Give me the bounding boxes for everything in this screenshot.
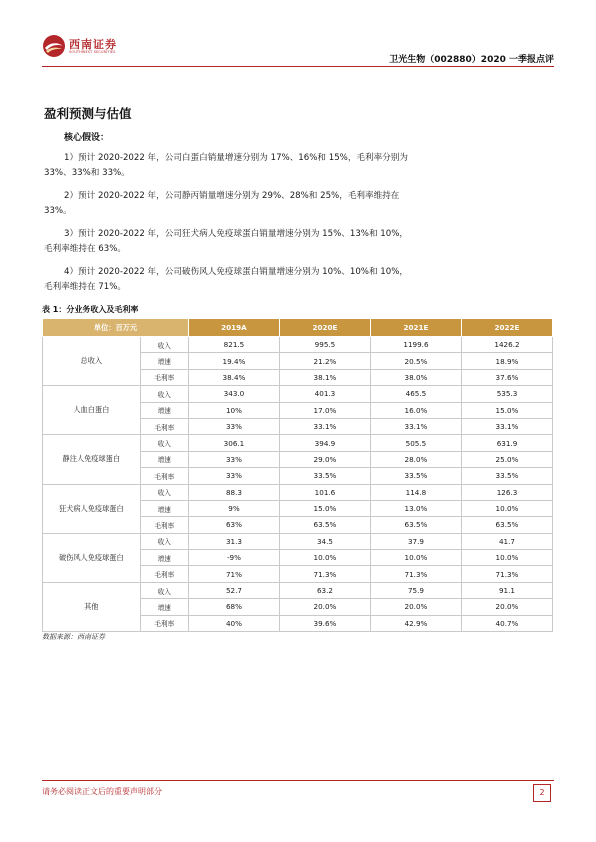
value-cell: 101.6 bbox=[279, 484, 370, 500]
segment-name: 总收入 bbox=[43, 337, 141, 386]
metric-label: 收入 bbox=[140, 484, 188, 500]
logo-mark-icon bbox=[42, 34, 66, 58]
value-cell: 75.9 bbox=[370, 582, 461, 598]
value-cell: 39.6% bbox=[279, 615, 370, 631]
value-cell: 20.5% bbox=[370, 353, 461, 369]
value-cell: 40% bbox=[188, 615, 279, 631]
table-header-row bbox=[43, 319, 553, 337]
value-cell: 20.0% bbox=[370, 599, 461, 615]
metric-label: 增速 bbox=[140, 550, 188, 566]
metric-label: 毛利率 bbox=[140, 517, 188, 533]
segment-name: 破伤风人免疫球蛋白 bbox=[43, 533, 141, 582]
metric-label: 增速 bbox=[140, 353, 188, 369]
value-cell: 9% bbox=[188, 500, 279, 516]
report-title: 卫光生物（002880）2020 一季报点评 bbox=[389, 55, 554, 65]
assumption-line: 1）预计 2020-2022 年，公司白蛋白销量增速分别为 17%、16%和 15%，毛利率分别为 bbox=[64, 153, 408, 163]
value-cell: 465.5 bbox=[370, 386, 461, 402]
assumption-line: 33%。 bbox=[44, 206, 72, 216]
value-cell: 31.3 bbox=[188, 533, 279, 549]
table-title: 表 1：分业务收入及毛利率 bbox=[42, 305, 139, 314]
value-cell: 63.5% bbox=[279, 517, 370, 533]
value-cell: 10.0% bbox=[370, 550, 461, 566]
footer-divider bbox=[42, 780, 554, 781]
table-row bbox=[43, 484, 553, 500]
metric-label: 收入 bbox=[140, 337, 188, 353]
value-cell: 343.0 bbox=[188, 386, 279, 402]
value-cell: 15.0% bbox=[279, 500, 370, 516]
metric-label: 收入 bbox=[140, 435, 188, 451]
value-cell: 18.9% bbox=[461, 353, 552, 369]
value-cell: 33.5% bbox=[370, 468, 461, 484]
value-cell: 10.0% bbox=[279, 550, 370, 566]
segment-name: 人血白蛋白 bbox=[43, 386, 141, 435]
value-cell: 631.9 bbox=[461, 435, 552, 451]
assumption-line: 毛利率维持在 63%。 bbox=[44, 244, 126, 254]
value-cell: 19.4% bbox=[188, 353, 279, 369]
value-cell: 20.0% bbox=[279, 599, 370, 615]
value-cell: 1426.2 bbox=[461, 337, 552, 353]
assumption-paragraph bbox=[44, 189, 554, 219]
metric-label: 收入 bbox=[140, 386, 188, 402]
metric-label: 毛利率 bbox=[140, 369, 188, 385]
footer-disclaimer: 请务必阅读正文后的重要声明部分 bbox=[42, 787, 162, 796]
value-cell: 38.4% bbox=[188, 369, 279, 385]
section-title: 盈利预测与估值 bbox=[44, 106, 132, 121]
assumption-line: 毛利率维持在 71%。 bbox=[44, 282, 126, 292]
value-cell: 33% bbox=[188, 418, 279, 434]
value-cell: 42.9% bbox=[370, 615, 461, 631]
value-cell: 63.5% bbox=[370, 517, 461, 533]
value-cell: 995.5 bbox=[279, 337, 370, 353]
value-cell: 114.8 bbox=[370, 484, 461, 500]
value-cell: 821.5 bbox=[188, 337, 279, 353]
metric-label: 增速 bbox=[140, 599, 188, 615]
value-cell: 33.1% bbox=[370, 418, 461, 434]
value-cell: 91.1 bbox=[461, 582, 552, 598]
assumption-line: 3）预计 2020-2022 年，公司狂犬病人免疫球蛋白销量增速分别为 15%、13%和 10%， bbox=[64, 229, 408, 239]
value-cell: 33% bbox=[188, 451, 279, 467]
value-cell: 15.0% bbox=[461, 402, 552, 418]
metric-label: 增速 bbox=[140, 402, 188, 418]
value-cell: 126.3 bbox=[461, 484, 552, 500]
value-cell: 37.6% bbox=[461, 369, 552, 385]
value-cell: 28.0% bbox=[370, 451, 461, 467]
value-cell: 71.3% bbox=[370, 566, 461, 582]
value-cell: 20.0% bbox=[461, 599, 552, 615]
year-header: 2020E bbox=[279, 319, 370, 337]
page-number: 2 bbox=[533, 784, 551, 802]
metric-label: 毛利率 bbox=[140, 615, 188, 631]
value-cell: 71.3% bbox=[461, 566, 552, 582]
table-row bbox=[43, 435, 553, 451]
year-header: 2021E bbox=[370, 319, 461, 337]
value-cell: 10.0% bbox=[461, 500, 552, 516]
value-cell: 88.3 bbox=[188, 484, 279, 500]
segment-name: 其他 bbox=[43, 582, 141, 631]
value-cell: 29.0% bbox=[279, 451, 370, 467]
value-cell: 10% bbox=[188, 402, 279, 418]
value-cell: 306.1 bbox=[188, 435, 279, 451]
value-cell: -9% bbox=[188, 550, 279, 566]
data-source: 数据来源：西南证券 bbox=[42, 633, 105, 641]
unit-label: 单位：百万元 bbox=[43, 319, 189, 337]
value-cell: 394.9 bbox=[279, 435, 370, 451]
metric-label: 收入 bbox=[140, 533, 188, 549]
segment-name: 静注人免疫球蛋白 bbox=[43, 435, 141, 484]
assumption-paragraph bbox=[44, 265, 554, 295]
value-cell: 37.9 bbox=[370, 533, 461, 549]
company-logo bbox=[42, 34, 124, 60]
value-cell: 34.5 bbox=[279, 533, 370, 549]
metric-label: 毛利率 bbox=[140, 418, 188, 434]
metric-label: 收入 bbox=[140, 582, 188, 598]
assumption-paragraph bbox=[44, 227, 554, 257]
value-cell: 63.2 bbox=[279, 582, 370, 598]
value-cell: 33.5% bbox=[461, 468, 552, 484]
value-cell: 25.0% bbox=[461, 451, 552, 467]
year-header: 2022E bbox=[461, 319, 552, 337]
logo-text-cn: 西南证券 bbox=[69, 38, 117, 51]
metric-label: 毛利率 bbox=[140, 566, 188, 582]
assumptions-heading: 核心假设： bbox=[64, 133, 110, 143]
metric-label: 毛利率 bbox=[140, 468, 188, 484]
value-cell: 33.1% bbox=[461, 418, 552, 434]
value-cell: 71% bbox=[188, 566, 279, 582]
year-header: 2019A bbox=[188, 319, 279, 337]
value-cell: 1199.6 bbox=[370, 337, 461, 353]
table-row bbox=[43, 533, 553, 549]
table-row bbox=[43, 386, 553, 402]
metric-label: 增速 bbox=[140, 451, 188, 467]
value-cell: 40.7% bbox=[461, 615, 552, 631]
value-cell: 38.0% bbox=[370, 369, 461, 385]
assumption-line: 4）预计 2020-2022 年，公司破伤风人免疫球蛋白销量增速分别为 10%、10%和 10%， bbox=[64, 267, 408, 277]
value-cell: 33% bbox=[188, 468, 279, 484]
value-cell: 71.3% bbox=[279, 566, 370, 582]
value-cell: 68% bbox=[188, 599, 279, 615]
segment-name: 狂犬病人免疫球蛋白 bbox=[43, 484, 141, 533]
header-divider bbox=[42, 66, 554, 67]
value-cell: 33.5% bbox=[279, 468, 370, 484]
segment-revenue-table bbox=[42, 318, 553, 632]
value-cell: 535.3 bbox=[461, 386, 552, 402]
logo-text-en: SOUTHWEST SECURITIES bbox=[69, 50, 116, 54]
value-cell: 505.5 bbox=[370, 435, 461, 451]
value-cell: 401.3 bbox=[279, 386, 370, 402]
value-cell: 17.0% bbox=[279, 402, 370, 418]
value-cell: 33.1% bbox=[279, 418, 370, 434]
value-cell: 13.0% bbox=[370, 500, 461, 516]
value-cell: 10.0% bbox=[461, 550, 552, 566]
value-cell: 63.5% bbox=[461, 517, 552, 533]
value-cell: 41.7 bbox=[461, 533, 552, 549]
assumption-line: 33%、33%和 33%。 bbox=[44, 168, 130, 178]
assumption-paragraph bbox=[44, 151, 554, 181]
table-row bbox=[43, 582, 553, 598]
table-body bbox=[43, 337, 553, 632]
value-cell: 52.7 bbox=[188, 582, 279, 598]
table-row bbox=[43, 337, 553, 353]
value-cell: 16.0% bbox=[370, 402, 461, 418]
assumption-line: 2）预计 2020-2022 年，公司静丙销量增速分别为 29%、28%和 25%，毛利率维持在 bbox=[64, 191, 400, 201]
value-cell: 38.1% bbox=[279, 369, 370, 385]
value-cell: 21.2% bbox=[279, 353, 370, 369]
metric-label: 增速 bbox=[140, 500, 188, 516]
value-cell: 63% bbox=[188, 517, 279, 533]
